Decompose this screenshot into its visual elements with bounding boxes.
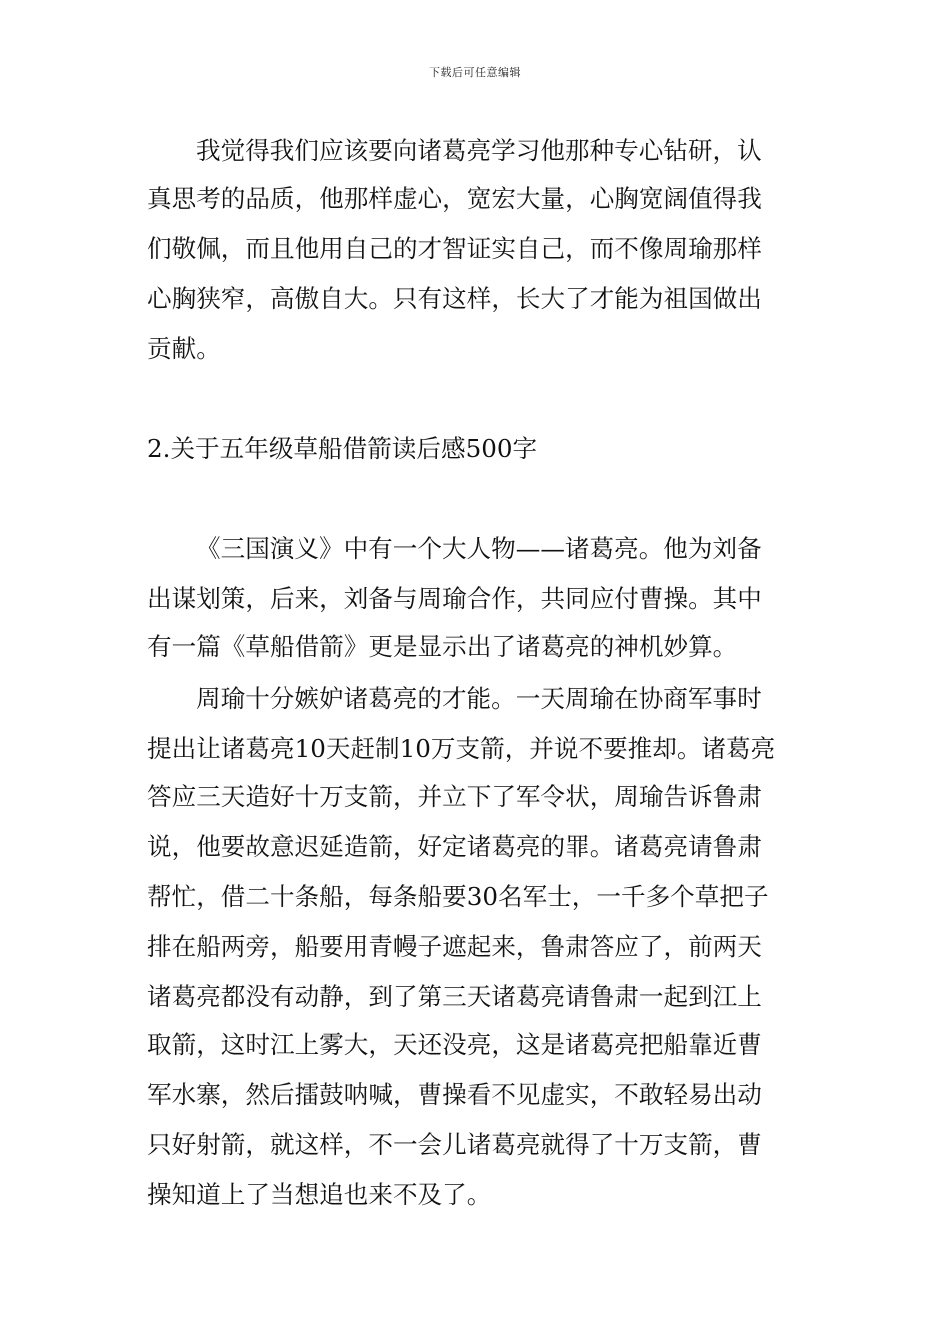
paragraph-3-line-2: 提出让诸葛亮10天赶制10万支箭，并说不要推却。诸葛亮 xyxy=(147,734,776,763)
paragraph-3-line-7: 诸葛亮都没有动静，到了第三天诸葛亮请鲁肃一起到江上 xyxy=(147,982,762,1011)
paragraph-3-line-1: 周瑜十分嫉妒诸葛亮的才能。一天周瑜在协商军事时 xyxy=(196,684,762,713)
page-header: 下载后可任意编辑 xyxy=(429,66,521,79)
paragraph-1-line-4: 心胸狭窄，高傲自大。只有这样，长大了才能为祖国做出 xyxy=(147,284,762,313)
paragraph-3-line-9: 军水寨，然后擂鼓呐喊，曹操看不见虚实，不敢轻易出动 xyxy=(147,1080,762,1109)
paragraph-3-line-5: 帮忙，借二十条船，每条船要30名军士，一千多个草把子 xyxy=(147,882,769,911)
section-2-heading: 2.关于五年级草船借箭读后感500字 xyxy=(147,434,538,463)
paragraph-1-line-5: 贡献。 xyxy=(147,334,221,363)
paragraph-1-line-2: 真思考的品质，他那样虚心，宽宏大量，心胸宽阔值得我 xyxy=(147,184,762,213)
paragraph-2-line-2: 出谋划策，后来，刘备与周瑜合作，共同应付曹操。其中 xyxy=(147,584,762,613)
paragraph-2-line-1: 《三国演义》中有一个大人物——诸葛亮。他为刘备 xyxy=(196,534,762,563)
paragraph-2-line-3: 有一篇《草船借箭》更是显示出了诸葛亮的神机妙算。 xyxy=(147,632,738,661)
paragraph-3-line-6: 排在船两旁，船要用青幔子遮起来，鲁肃答应了，前两天 xyxy=(147,932,762,961)
paragraph-3-line-3: 答应三天造好十万支箭，并立下了军令状，周瑜告诉鲁肃 xyxy=(147,782,762,811)
paragraph-3-line-10: 只好射箭，就这样，不一会儿诸葛亮就得了十万支箭，曹 xyxy=(147,1130,762,1159)
paragraph-1-line-1: 我觉得我们应该要向诸葛亮学习他那种专心钻研，认 xyxy=(196,136,762,165)
paragraph-3-line-8: 取箭，这时江上雾大，天还没亮，这是诸葛亮把船靠近曹 xyxy=(147,1030,762,1059)
paragraph-1-line-3: 们敬佩，而且他用自己的才智证实自己，而不像周瑜那样 xyxy=(147,234,762,263)
paragraph-3-line-4: 说，他要故意迟延造箭，好定诸葛亮的罪。诸葛亮请鲁肃 xyxy=(147,832,762,861)
paragraph-3-line-11: 操知道上了当想追也来不及了。 xyxy=(147,1180,492,1209)
